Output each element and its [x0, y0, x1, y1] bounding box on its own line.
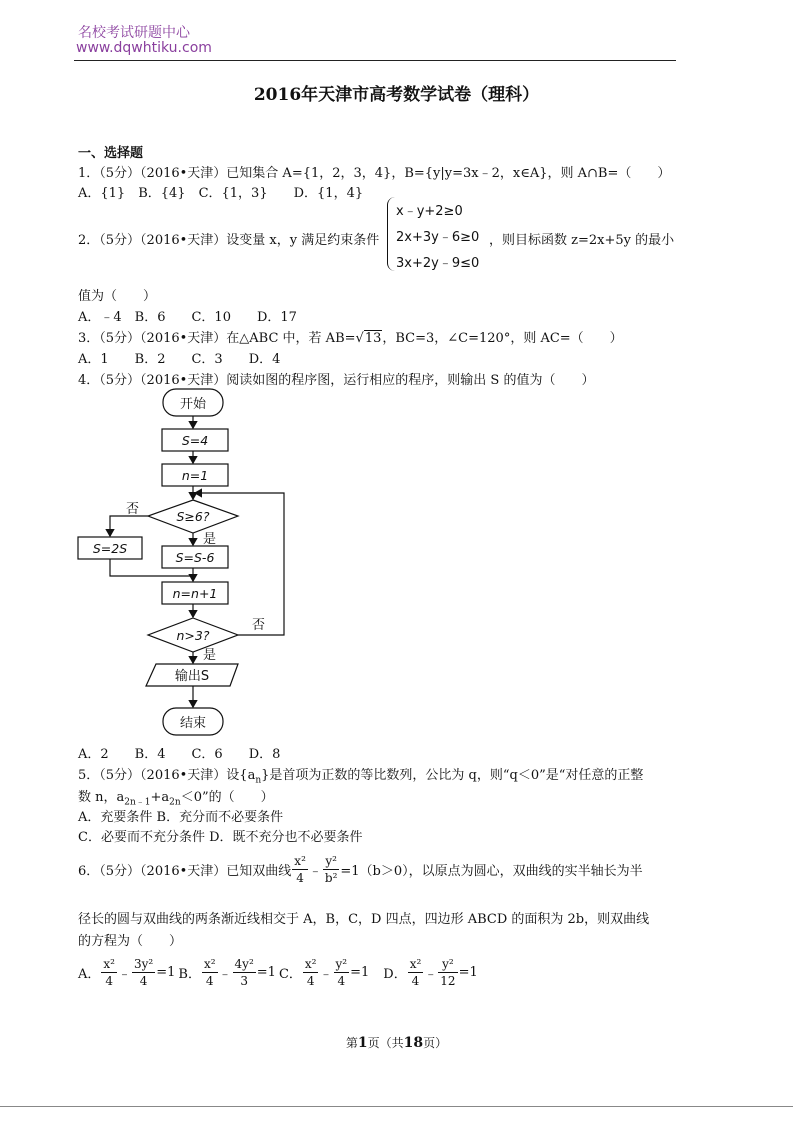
- q5-stem-line1: [78, 764, 643, 786]
- page-footer: [0, 1034, 793, 1051]
- page-title: 2016年天津市高考数学试卷（理科）: [253, 85, 540, 105]
- q2-constraint-1: x﹣y+2≥0: [396, 204, 463, 219]
- q6-opt-c-label: C．: [278, 966, 302, 982]
- flow-yes2-label: 是: [203, 648, 217, 663]
- page-number: 1: [357, 1035, 368, 1051]
- q6-frac-y: $\frac{\text{y²}}{\text{b²}}$: [324, 853, 338, 885]
- q3-options: A．1 B．2 C．3 D．4: [78, 352, 281, 367]
- flow-end-label: 结束: [179, 716, 207, 731]
- footer-pre: 第: [345, 1036, 358, 1050]
- q6-suffix: =1（b＞0），以原点为圆心，双曲线的实半轴长为半: [340, 863, 643, 879]
- flow-output-label: 输出S: [174, 669, 210, 684]
- q3-stem: [78, 327, 623, 346]
- header-rule: [74, 60, 676, 61]
- q5-text-b: }是首项为正数的等比数列，公比为 q，则“q＜0”是“对任意的正整: [261, 768, 644, 783]
- q6-opt-c-frac1: $\frac{\text{x²}}{4}$: [304, 956, 317, 988]
- flow-cond2-label: n>3?: [176, 628, 210, 643]
- footer-mid: 页（共: [367, 1036, 404, 1050]
- q5-options-ab: A．充要条件 B．充分而不必要条件: [78, 810, 284, 825]
- flow-start-label: 开始: [179, 397, 207, 412]
- q5-sub-n: n: [255, 775, 262, 786]
- q6-opt-a-label: A．: [78, 966, 101, 982]
- q6-opt-a-frac2: $\frac{\text{3y²}}{4}$: [133, 956, 154, 988]
- q6-opt-c-frac2: $\frac{\text{y²}}{4}$: [335, 956, 348, 988]
- q5-text-a: 5．（5分）（2016•天津）设{a: [78, 768, 256, 783]
- q5-text-c3: ＜0”的（ ）: [180, 790, 274, 805]
- q2-prefix: 2．（5分）（2016•天津）设变量 x，y 满足约束条件: [78, 233, 380, 248]
- q6-opt-a-frac1: $\frac{\text{x²}}{4}$: [103, 956, 115, 988]
- constraint-brace: [387, 197, 396, 271]
- q3-stem-a: 3．（5分）（2016•天津）在△ABC 中，若 AB=: [78, 331, 356, 346]
- q6-stem-line2: 径长的圆与双曲线的两条渐近线相交于 A，B，C，D 四点，四边形 ABCD 的面积为 2b，则双曲线: [78, 912, 650, 927]
- q4-stem: 4．（5分）（2016•天津）阅读如图的程序图，运行相应的程序，则输出 S 的值为（ ）: [78, 373, 595, 388]
- brand-name: 名校考试研题中心: [78, 25, 190, 41]
- q6-opt-c-eq: =1: [350, 964, 370, 980]
- q6-opt-a-minus: ﹣: [117, 966, 131, 982]
- q2-options: A．﹣4 B．6 C．10 D．17: [78, 310, 297, 325]
- q5-options-cd: C．必要而不充分条件 D．既不充分也不必要条件: [78, 830, 363, 845]
- bottom-rule: [0, 1106, 793, 1107]
- footer-post: 页）: [423, 1036, 448, 1050]
- q5-text-c1: 数 n，a: [78, 790, 125, 805]
- sqrt-sign: √: [355, 331, 364, 346]
- q5-text-c2: +a: [150, 790, 170, 805]
- q5-sub-2n-1: 2n﹣1: [124, 797, 151, 808]
- q6-prefix: 6．（5分）（2016•天津）已知双曲线: [78, 863, 292, 879]
- q6-opt-d-frac2: $\frac{\text{y²}}{12}$: [440, 956, 456, 988]
- q6-opt-d-label: D．: [383, 966, 407, 982]
- flow-s-minus-label: S=S-6: [175, 550, 215, 565]
- flow-no2-label: 否: [252, 618, 266, 633]
- page-total: 18: [403, 1035, 424, 1051]
- q6-opt-b-minus: ﹣: [218, 966, 232, 982]
- q6-opt-b-frac2: $\frac{\text{4y²}}{3}$: [234, 956, 254, 988]
- flow-yes1-label: 是: [203, 532, 217, 547]
- q6-options: [78, 950, 478, 994]
- flow-n-init-label: n=1: [181, 468, 209, 483]
- flow-s-init-label: S=4: [181, 433, 209, 448]
- q6-stem-line1: [78, 846, 643, 892]
- q5-stem-line2: [78, 786, 274, 808]
- q6-opt-d-eq: =1: [458, 964, 478, 980]
- flow-n-inc-label: n=n+1: [172, 586, 218, 601]
- q2-constraint-3: 3x+2y﹣9≤0: [396, 256, 480, 271]
- sqrt-radicand: 13: [364, 331, 382, 346]
- q6-opt-a-eq: =1: [156, 964, 176, 980]
- q6-stem-line3: 的方程为（ ）: [78, 934, 183, 949]
- q2-constraint-2: 2x+3y﹣6≥0: [396, 230, 480, 245]
- q6-opt-c-minus: ﹣: [319, 966, 333, 982]
- q6-minus: ﹣: [308, 863, 322, 879]
- flow-s-double-label: S=2S: [92, 541, 128, 556]
- section-heading: 一、选择题: [78, 146, 144, 161]
- flow-no1-label: 否: [126, 502, 140, 517]
- q3-stem-b: ，BC=3，∠C=120°，则 AC=（ ）: [382, 331, 623, 346]
- q1-stem: 1．（5分）（2016•天津）已知集合 A={1，2，3，4}，B={y|y=3x﹣2，x∈A}，则 A∩B=（ ）: [78, 166, 671, 181]
- q5-sub-2n: 2n: [169, 797, 181, 808]
- brand-url[interactable]: www.dqwhtiku.com: [76, 40, 212, 56]
- q2-continuation: 值为（ ）: [78, 289, 157, 304]
- q6-opt-b-eq: =1: [256, 964, 276, 980]
- q6-opt-b-label: B．: [178, 966, 201, 982]
- flow-cond1-label: S≥6?: [176, 509, 210, 524]
- q6-opt-d-frac1: $\frac{\text{x²}}{4}$: [409, 956, 422, 988]
- q6-opt-d-minus: ﹣: [424, 966, 438, 982]
- q6-frac-x: $\frac{\text{x²}}{4}$: [294, 853, 306, 885]
- program-flowchart: [70, 386, 300, 741]
- q2-suffix: ，则目标函数 z=2x+5y 的最小: [489, 233, 675, 248]
- q4-options: A．2 B．4 C．6 D．8: [78, 747, 281, 762]
- q1-options: A．{1} B．{4} C．{1，3} D．{1，4}: [78, 186, 364, 201]
- q6-opt-b-frac1: $\frac{\text{x²}}{4}$: [203, 956, 216, 988]
